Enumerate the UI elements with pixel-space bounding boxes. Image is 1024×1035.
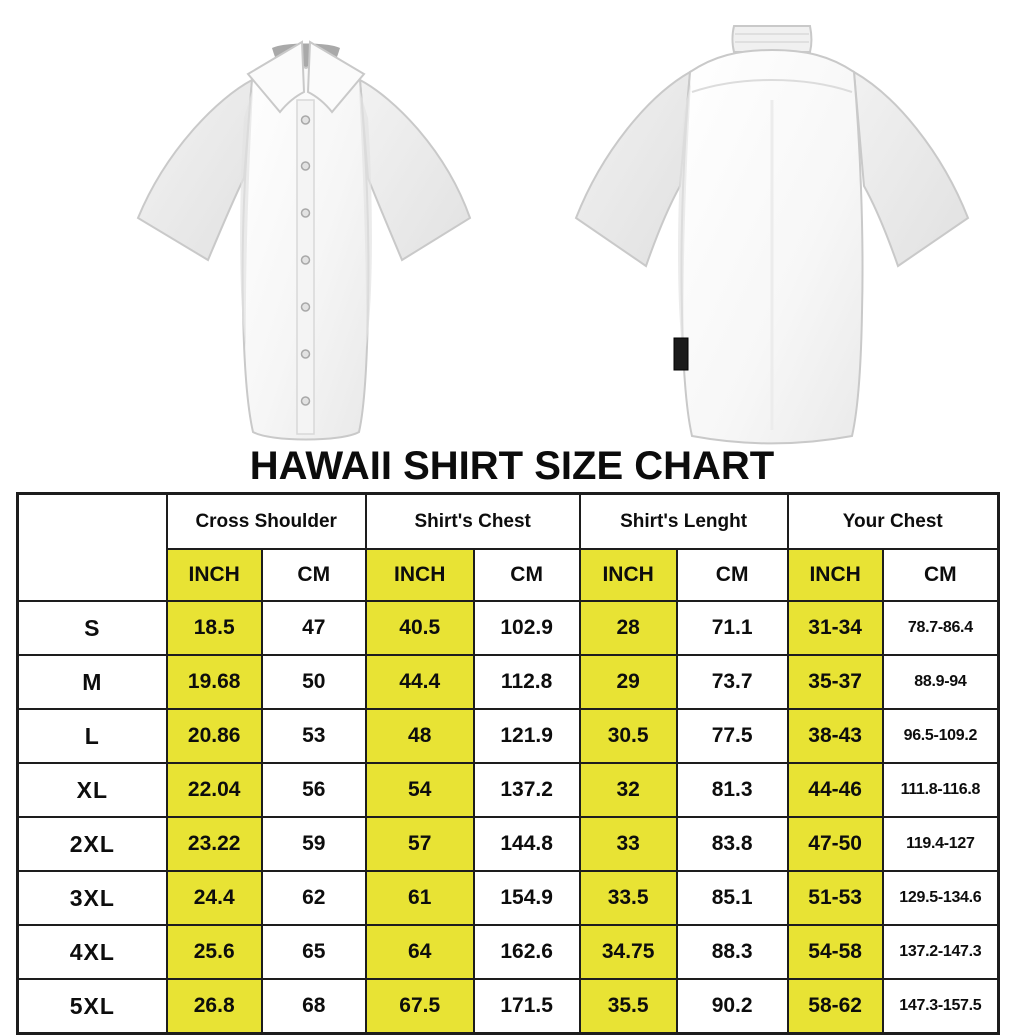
- value-cell: 26.8: [167, 979, 262, 1034]
- value-cell: 24.4: [167, 871, 262, 925]
- value-cell: 35-37: [788, 655, 883, 709]
- value-cell: 129.5-134.6: [883, 871, 999, 925]
- value-cell: 31-34: [788, 601, 883, 655]
- front-right-sleeve: [360, 80, 470, 260]
- value-cell: 154.9: [474, 871, 580, 925]
- value-cell: 68: [262, 979, 366, 1034]
- value-cell: 19.68: [167, 655, 262, 709]
- value-cell: 54-58: [788, 925, 883, 979]
- value-cell: 35.5: [580, 979, 677, 1034]
- unit-header-cm: CM: [883, 549, 999, 601]
- unit-header-cm: CM: [262, 549, 366, 601]
- back-collar: [733, 26, 812, 52]
- table-row-4xl: [18, 925, 999, 979]
- value-cell: 147.3-157.5: [883, 979, 999, 1034]
- value-cell: 33: [580, 817, 677, 871]
- value-cell: 57: [366, 817, 474, 871]
- shirt-front-image: [122, 8, 474, 446]
- table-row-l: [18, 709, 999, 763]
- value-cell: 88.3: [677, 925, 788, 979]
- value-cell: 67.5: [366, 979, 474, 1034]
- value-cell: 58-62: [788, 979, 883, 1034]
- value-cell: 137.2-147.3: [883, 925, 999, 979]
- table-row-3xl: [18, 871, 999, 925]
- value-cell: 28: [580, 601, 677, 655]
- value-cell: 73.7: [677, 655, 788, 709]
- table-row-m: [18, 655, 999, 709]
- unit-header-inch: INCH: [788, 549, 883, 601]
- value-cell: 96.5-109.2: [883, 709, 999, 763]
- column-group-shirts-lenght: Shirt's Lenght: [580, 494, 788, 550]
- value-cell: 71.1: [677, 601, 788, 655]
- value-cell: 44-46: [788, 763, 883, 817]
- value-cell: 59: [262, 817, 366, 871]
- size-label: 3XL: [18, 871, 167, 925]
- value-cell: 50: [262, 655, 366, 709]
- value-cell: 25.6: [167, 925, 262, 979]
- value-cell: 81.3: [677, 763, 788, 817]
- value-cell: 47-50: [788, 817, 883, 871]
- value-cell: 32: [580, 763, 677, 817]
- value-cell: 90.2: [677, 979, 788, 1034]
- value-cell: 33.5: [580, 871, 677, 925]
- value-cell: 48: [366, 709, 474, 763]
- size-label: 5XL: [18, 979, 167, 1034]
- value-cell: 29: [580, 655, 677, 709]
- value-cell: 78.7-86.4: [883, 601, 999, 655]
- front-placket: [297, 100, 314, 434]
- value-cell: 88.9-94: [883, 655, 999, 709]
- size-label: XL: [18, 763, 167, 817]
- value-cell: 62: [262, 871, 366, 925]
- table-row-xl: [18, 763, 999, 817]
- value-cell: 121.9: [474, 709, 580, 763]
- value-cell: 47: [262, 601, 366, 655]
- size-chart-table: [16, 492, 1000, 1035]
- value-cell: 171.5: [474, 979, 580, 1034]
- value-cell: 119.4-127: [883, 817, 999, 871]
- value-cell: 22.04: [167, 763, 262, 817]
- back-side-tag: [674, 338, 688, 370]
- table-row-2xl: [18, 817, 999, 871]
- corner-cell: [18, 494, 167, 602]
- size-label: M: [18, 655, 167, 709]
- value-cell: 111.8-116.8: [883, 763, 999, 817]
- page-title: HAWAII SHIRT SIZE CHART: [249, 444, 775, 488]
- value-cell: 54: [366, 763, 474, 817]
- back-left-sleeve: [576, 72, 690, 266]
- column-group-shirts-chest: Shirt's Chest: [366, 494, 580, 550]
- value-cell: 18.5: [167, 601, 262, 655]
- value-cell: 102.9: [474, 601, 580, 655]
- value-cell: 85.1: [677, 871, 788, 925]
- front-left-sleeve: [138, 80, 252, 260]
- unit-header-inch: INCH: [580, 549, 677, 601]
- value-cell: 56: [262, 763, 366, 817]
- unit-header-cm: CM: [677, 549, 788, 601]
- value-cell: 61: [366, 871, 474, 925]
- value-cell: 30.5: [580, 709, 677, 763]
- value-cell: 65: [262, 925, 366, 979]
- value-cell: 77.5: [677, 709, 788, 763]
- unit-header-inch: INCH: [366, 549, 474, 601]
- value-cell: 40.5: [366, 601, 474, 655]
- value-cell: 53: [262, 709, 366, 763]
- category-header-row: [18, 494, 999, 550]
- table-row-5xl: [18, 979, 999, 1034]
- value-cell: 34.75: [580, 925, 677, 979]
- value-cell: 64: [366, 925, 474, 979]
- value-cell: 23.22: [167, 817, 262, 871]
- value-cell: 83.8: [677, 817, 788, 871]
- value-cell: 137.2: [474, 763, 580, 817]
- size-label: 2XL: [18, 817, 167, 871]
- table-row-s: [18, 601, 999, 655]
- value-cell: 20.86: [167, 709, 262, 763]
- column-group-cross-shoulder: Cross Shoulder: [167, 494, 366, 550]
- value-cell: 51-53: [788, 871, 883, 925]
- size-label: 4XL: [18, 925, 167, 979]
- value-cell: 38-43: [788, 709, 883, 763]
- size-label: S: [18, 601, 167, 655]
- size-label: L: [18, 709, 167, 763]
- column-group-your-chest: Your Chest: [788, 494, 999, 550]
- shirt-back-image: [548, 12, 994, 446]
- value-cell: 112.8: [474, 655, 580, 709]
- unit-header-inch: INCH: [167, 549, 262, 601]
- back-right-sleeve: [854, 72, 968, 266]
- value-cell: 144.8: [474, 817, 580, 871]
- value-cell: 162.6: [474, 925, 580, 979]
- unit-header-cm: CM: [474, 549, 580, 601]
- value-cell: 44.4: [366, 655, 474, 709]
